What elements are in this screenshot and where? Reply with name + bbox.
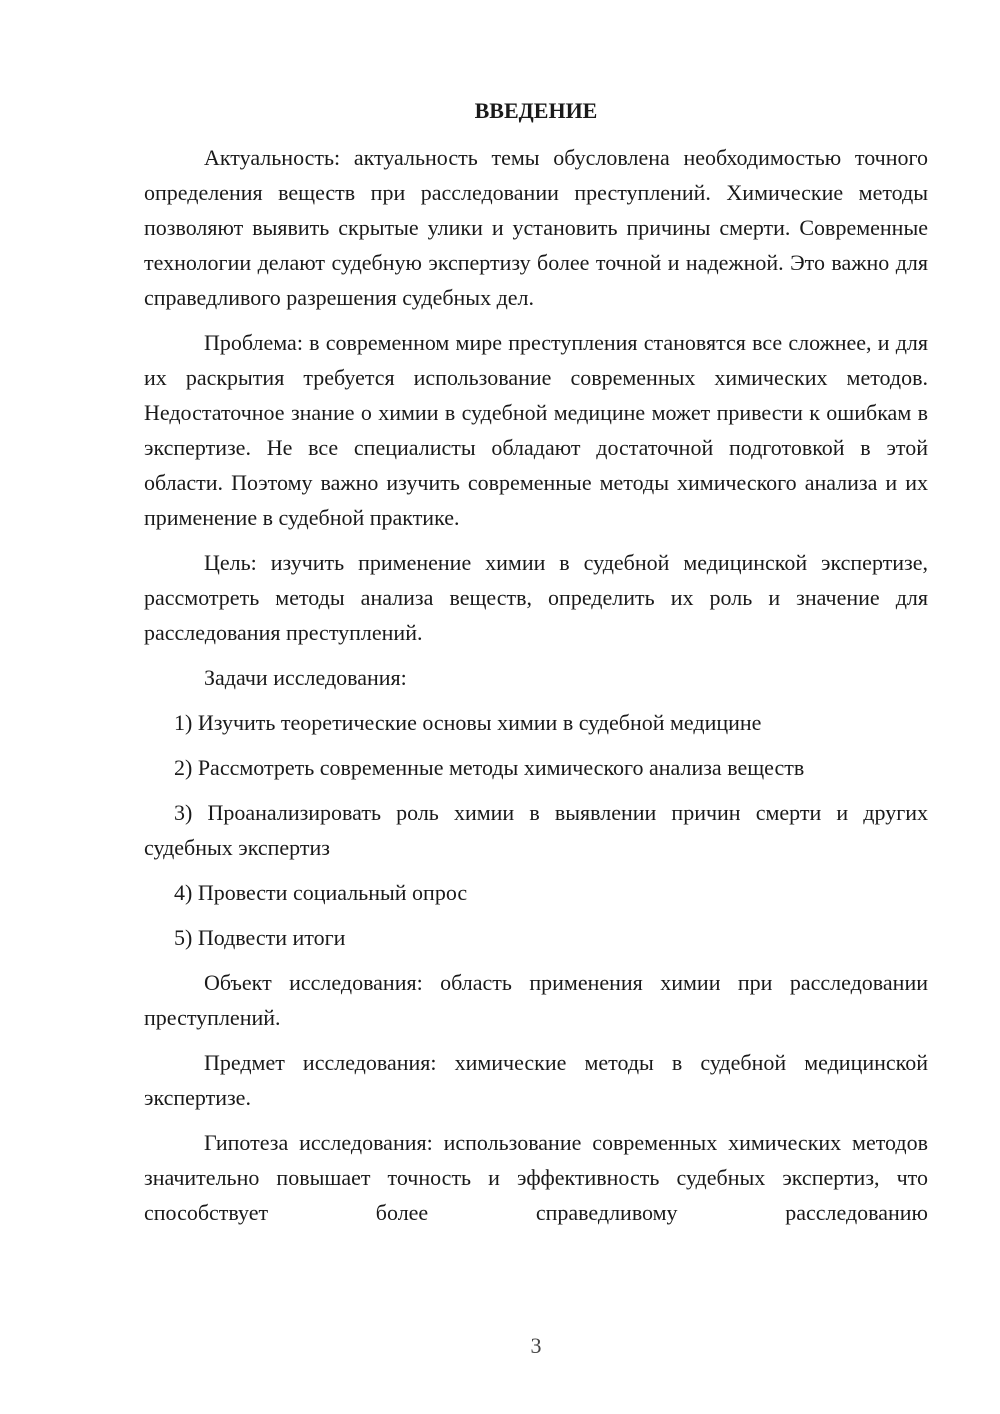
task-item-4: 4) Провести социальный опрос bbox=[174, 880, 468, 905]
hypothesis-paragraph: Гипотеза исследования: использование современных химических методов значительно повышает точность и эффективность судебных экспертиз, что способствует более справедливому расследованию bbox=[144, 1130, 928, 1225]
task-item-2: 2) Рассмотреть современные методы химического анализа веществ bbox=[174, 755, 805, 780]
page-content bbox=[144, 96, 928, 1240]
goal-paragraph: Цель: изучить применение химии в судебной медицинской экспертизе, рассмотреть методы анализа веществ, определить их роль и значение для расследования преступлений. bbox=[144, 550, 928, 645]
tasks-heading: Задачи исследования: bbox=[204, 665, 407, 690]
task-item-1: 1) Изучить теоретические основы химии в судебной медицине bbox=[174, 710, 762, 735]
subject-paragraph: Предмет исследования: химические методы в судебной медицинской экспертизе. bbox=[144, 1050, 928, 1110]
page-number: 3 bbox=[530, 1333, 542, 1358]
task-item-3: 3) Проанализировать роль химии в выявлении причин смерти и других судебных экспертиз bbox=[144, 800, 928, 860]
problem-paragraph: Проблема: в современном мире преступления становятся все сложнее, и для их раскрытия требуется использование современных химических методов. Недостаточное знание о химии в судебной медицине может привести к ошибкам в экспертизе. Не все специалисты обладают достаточной подготовкой в этой области. Поэтому важно изучить современные методы химического анализа и их применение в судебной практике. bbox=[144, 330, 928, 530]
task-item-5: 5) Подвести итоги bbox=[174, 925, 346, 950]
page-title: ВВЕДЕНИЕ bbox=[474, 98, 598, 123]
object-paragraph: Объект исследования: область применения химии при расследовании преступлений. bbox=[144, 970, 928, 1030]
relevance-paragraph: Актуальность: актуальность темы обусловлена необходимостью точного определения веществ при расследовании преступлений. Химические методы позволяют выявить скрытые улики и установить причины смерти. Современные технологии делают судебную экспертизу более точной и надежной. Это важно для справедливого разрешения судебных дел. bbox=[144, 145, 928, 310]
